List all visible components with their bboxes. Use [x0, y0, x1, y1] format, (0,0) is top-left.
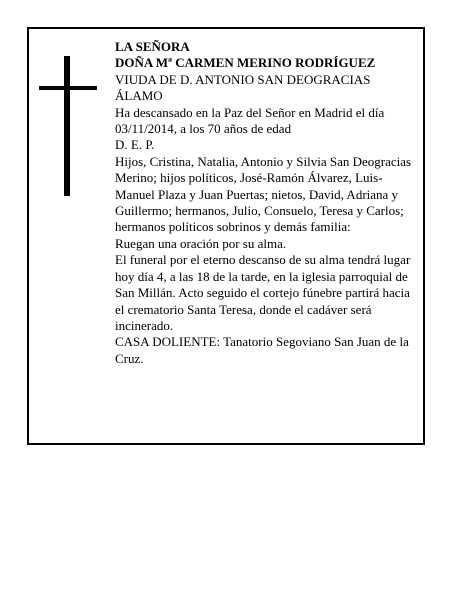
- deceased-name: DOÑA Mª CARMEN MERINO RODRÍGUEZ: [115, 55, 376, 71]
- rip-line: D. E. P.: [115, 137, 155, 153]
- death-statement: Ha descansado en la Paz del Señor en Madrid el día 03/11/2014, a los 70 años de edad: [115, 104, 385, 137]
- prayer-request: Ruegan una oración por su alma.: [115, 235, 287, 251]
- funeral-details: El funeral por el eterno descanso de su alma tendrá lugar hoy día 4, a las 18 de la tarde, en la iglesia parroquial de San Millán. Acto seguido el cortejo fúnebre partirá hacia el crematorio Santa Teresa, donde el cadáver será incinerado.: [115, 252, 411, 333]
- family-list: Hijos, Cristina, Natalia, Antonio y Silvia San Deogracias Merino; hijos políticos, José-Ramón Álvarez, Luis-Manuel Plaza y Juan Puertas; nietos, David, Adriana y Guillermo; hermanos, Julio, Consuelo, Teresa y Carlos; hermanos políticos sobrinos y demás familia:: [115, 153, 412, 235]
- notice-header: LA SEÑORA: [115, 39, 190, 54]
- cross-vertical-bar: [64, 56, 70, 196]
- latin-cross-icon: [39, 56, 99, 196]
- mourning-house: CASA DOLIENTE: Tanatorio Segoviano San Juan de la Cruz.: [115, 334, 409, 366]
- cross-horizontal-bar: [39, 86, 97, 90]
- obituary-text: [115, 39, 419, 367]
- widow-of-line: VIUDA DE D. ANTONIO SAN DEOGRACIAS ÁLAMO: [115, 71, 371, 104]
- obituary-notice-frame: [27, 27, 425, 445]
